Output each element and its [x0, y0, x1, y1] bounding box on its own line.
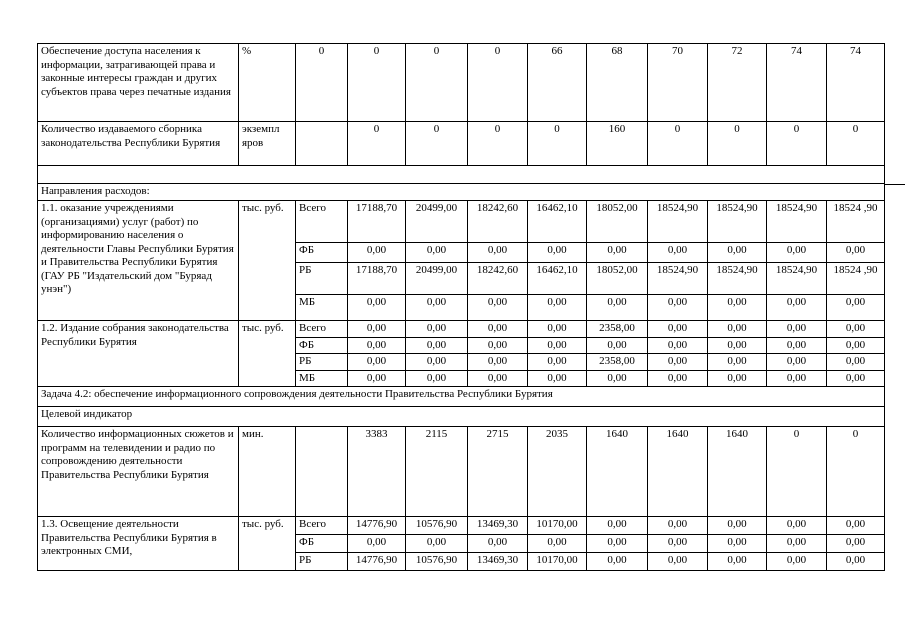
- expense-value: 0,00: [528, 337, 587, 354]
- expense-value: 0,00: [528, 535, 587, 553]
- indicator-value: 0: [468, 44, 528, 122]
- expense-value: 10170,00: [528, 517, 587, 535]
- indicator-value: 0: [406, 122, 468, 166]
- expense-value: 18524,90: [767, 263, 827, 295]
- expense-value: 2358,00: [587, 354, 648, 371]
- indicator-value: 2715: [468, 427, 528, 517]
- funding-source: МБ: [296, 370, 348, 387]
- expense-value: 0,00: [406, 295, 468, 321]
- expense-name: 1.2. Издание собрания законодательства Республики Бурятия: [38, 321, 239, 387]
- expense-value: 0,00: [767, 517, 827, 535]
- expense-value: 0,00: [468, 321, 528, 338]
- expense-value: 0,00: [767, 535, 827, 553]
- expense-value: 0,00: [648, 243, 708, 263]
- expense-value: 0,00: [708, 321, 767, 338]
- expense-value: 0,00: [528, 321, 587, 338]
- expense-value: 2358,00: [587, 321, 648, 338]
- expense-value: 0,00: [648, 295, 708, 321]
- indicator-unit: мин.: [239, 427, 296, 517]
- target-indicator: Целевой индикатор: [38, 407, 885, 427]
- expense-value: 0,00: [587, 295, 648, 321]
- indicator-value: 74: [767, 44, 827, 122]
- indicator-value: 0: [767, 122, 827, 166]
- indicator-row: [38, 427, 885, 517]
- expense-value: 10576,90: [406, 553, 468, 571]
- expense-value: 16462,10: [528, 201, 587, 243]
- indicator-row: [38, 122, 885, 166]
- expense-value: 18242,60: [468, 263, 528, 295]
- funding-source: Всего: [296, 321, 348, 338]
- funding-source: Всего: [296, 201, 348, 243]
- expense-value: 0,00: [827, 321, 885, 338]
- expense-value: 18524 ,90: [827, 201, 885, 243]
- expense-value: 18524 ,90: [827, 263, 885, 295]
- indicator-value: 0: [348, 44, 406, 122]
- expense-value: 0,00: [708, 535, 767, 553]
- expense-value: 0,00: [827, 535, 885, 553]
- expense-value: 0,00: [348, 337, 406, 354]
- expense-value: 0,00: [587, 535, 648, 553]
- indicator-value: [296, 427, 348, 517]
- expense-value: 0,00: [587, 370, 648, 387]
- section-expenses-row: [38, 184, 885, 201]
- expense-value: 0,00: [827, 337, 885, 354]
- expense-value: 0,00: [528, 354, 587, 371]
- expense-value: 0,00: [767, 337, 827, 354]
- funding-source: МБ: [296, 295, 348, 321]
- indicator-value: 72: [708, 44, 767, 122]
- expense-value: 18524,90: [648, 201, 708, 243]
- expense-value: 0,00: [648, 321, 708, 338]
- expense-value: 0,00: [767, 354, 827, 371]
- expense-value: 0,00: [767, 370, 827, 387]
- funding-source: Всего: [296, 517, 348, 535]
- expense-value: 0,00: [348, 321, 406, 338]
- expense-value: 0,00: [708, 243, 767, 263]
- expense-value: 0,00: [528, 295, 587, 321]
- expense-value: 0,00: [468, 370, 528, 387]
- indicator-value: 0: [528, 122, 587, 166]
- indicator-value: 0: [827, 427, 885, 517]
- expense-value: 0,00: [648, 553, 708, 571]
- expense-value: 0,00: [648, 354, 708, 371]
- expense-value: 0,00: [648, 370, 708, 387]
- indicator-value: 0: [648, 122, 708, 166]
- expense-row: [38, 201, 885, 243]
- expense-value: 0,00: [468, 354, 528, 371]
- expense-value: 20499,00: [406, 201, 468, 243]
- expense-value: 0,00: [468, 535, 528, 553]
- expense-unit: тыс. руб.: [239, 321, 296, 387]
- expense-value: 0,00: [708, 295, 767, 321]
- expense-value: 18524,90: [767, 201, 827, 243]
- expense-unit: тыс. руб.: [239, 201, 296, 321]
- blank-row: [38, 166, 885, 184]
- expense-value: 0,00: [406, 535, 468, 553]
- target-indicator-row: [38, 407, 885, 427]
- expense-value: 18242,60: [468, 201, 528, 243]
- expense-value: 0,00: [468, 243, 528, 263]
- funding-source: РБ: [296, 263, 348, 295]
- expense-value: 18524,90: [708, 263, 767, 295]
- expense-value: 0,00: [648, 337, 708, 354]
- expense-value: 0,00: [348, 370, 406, 387]
- expense-value: 0,00: [648, 535, 708, 553]
- expense-value: 0,00: [468, 295, 528, 321]
- expense-name: 1.1. оказание учреждениями (организациями) услуг (работ) по информированию населения о деятельности Главы Республики Бурятия и Правительства Республики Бурятия (ГАУ РБ "Издательский дом "Буряад унэн"): [38, 201, 239, 321]
- indicator-value: 0: [468, 122, 528, 166]
- funding-source: ФБ: [296, 535, 348, 553]
- expense-value: 18524,90: [708, 201, 767, 243]
- expense-value: 0,00: [767, 243, 827, 263]
- expense-row: [38, 321, 885, 338]
- margin-rule: [884, 184, 905, 185]
- indicator-row: [38, 44, 885, 122]
- expense-value: 18052,00: [587, 263, 648, 295]
- indicator-name: Количество информационных сюжетов и программ на телевидении и радио по сопровождению деятельности Правительства Республики Бурятия: [38, 427, 239, 517]
- expense-value: 0,00: [406, 321, 468, 338]
- indicator-value: 0: [767, 427, 827, 517]
- expense-value: 13469,30: [468, 517, 528, 535]
- indicator-value: 0: [827, 122, 885, 166]
- expense-value: 0,00: [406, 370, 468, 387]
- expense-value: 0,00: [348, 295, 406, 321]
- indicator-value: 66: [528, 44, 587, 122]
- expense-value: 0,00: [827, 295, 885, 321]
- task-heading: Задача 4.2: обеспечение информационного сопровождения деятельности Правительства Республики Бурятия: [38, 387, 885, 407]
- section-expenses: Направления расходов:: [38, 184, 885, 201]
- task-heading-row: [38, 387, 885, 407]
- indicator-value: 160: [587, 122, 648, 166]
- expense-value: 0,00: [827, 354, 885, 371]
- blank-cell: [38, 166, 885, 184]
- indicator-value: 70: [648, 44, 708, 122]
- indicator-value: 1640: [648, 427, 708, 517]
- expense-value: 0,00: [587, 337, 648, 354]
- expense-value: 0,00: [528, 243, 587, 263]
- expense-value: 0,00: [767, 295, 827, 321]
- expense-value: 0,00: [406, 354, 468, 371]
- expense-value: 0,00: [827, 370, 885, 387]
- indicator-value: 0: [708, 122, 767, 166]
- expense-value: 0,00: [406, 243, 468, 263]
- expense-value: 17188,70: [348, 263, 406, 295]
- expense-value: 18052,00: [587, 201, 648, 243]
- expense-value: 0,00: [708, 354, 767, 371]
- expense-name: 1.3. Освещение деятельности Правительства Республики Бурятия в электронных СМИ,: [38, 517, 239, 571]
- funding-source: ФБ: [296, 243, 348, 263]
- indicator-value: 1640: [587, 427, 648, 517]
- indicator-unit: экземпл яров: [239, 122, 296, 166]
- expense-value: 10576,90: [406, 517, 468, 535]
- expense-value: 0,00: [767, 553, 827, 571]
- expense-row: [38, 517, 885, 535]
- expense-value: 16462,10: [528, 263, 587, 295]
- expense-value: 0,00: [528, 370, 587, 387]
- expense-value: 0,00: [827, 553, 885, 571]
- funding-source: ФБ: [296, 337, 348, 354]
- expense-value: 14776,90: [348, 517, 406, 535]
- expense-value: 0,00: [767, 321, 827, 338]
- indicator-value: 68: [587, 44, 648, 122]
- expense-value: 17188,70: [348, 201, 406, 243]
- expense-value: 0,00: [587, 553, 648, 571]
- expense-value: 0,00: [708, 337, 767, 354]
- expense-value: 0,00: [348, 243, 406, 263]
- expense-value: 0,00: [348, 535, 406, 553]
- expense-value: 0,00: [468, 337, 528, 354]
- expense-value: 10170,00: [528, 553, 587, 571]
- indicator-value: 2115: [406, 427, 468, 517]
- expense-value: 0,00: [827, 243, 885, 263]
- expense-value: 0,00: [587, 517, 648, 535]
- expense-value: 0,00: [587, 243, 648, 263]
- expense-value: 20499,00: [406, 263, 468, 295]
- funding-source: РБ: [296, 553, 348, 571]
- indicator-value: 0: [348, 122, 406, 166]
- expense-value: 0,00: [708, 517, 767, 535]
- indicator-value: 2035: [528, 427, 587, 517]
- expense-value: 0,00: [406, 337, 468, 354]
- expense-unit: тыс. руб.: [239, 517, 296, 571]
- indicator-value: 1640: [708, 427, 767, 517]
- indicator-value: 0: [406, 44, 468, 122]
- expense-value: 14776,90: [348, 553, 406, 571]
- expense-value: 0,00: [708, 370, 767, 387]
- budget-table: [37, 43, 885, 571]
- expense-value: 13469,30: [468, 553, 528, 571]
- indicator-value: [296, 122, 348, 166]
- expense-value: 0,00: [827, 517, 885, 535]
- funding-source: РБ: [296, 354, 348, 371]
- indicator-value: 3383: [348, 427, 406, 517]
- expense-value: 0,00: [348, 354, 406, 371]
- expense-value: 18524,90: [648, 263, 708, 295]
- expense-value: 0,00: [708, 553, 767, 571]
- indicator-name: Количество издаваемого сборника законодательства Республики Бурятия: [38, 122, 239, 166]
- indicator-value: 74: [827, 44, 885, 122]
- expense-value: 0,00: [648, 517, 708, 535]
- indicator-value: 0: [296, 44, 348, 122]
- indicator-unit: %: [239, 44, 296, 122]
- indicator-name: Обеспечение доступа населения к информации, затрагивающей права и законные интересы граждан и других субъектов права через печатные издания: [38, 44, 239, 122]
